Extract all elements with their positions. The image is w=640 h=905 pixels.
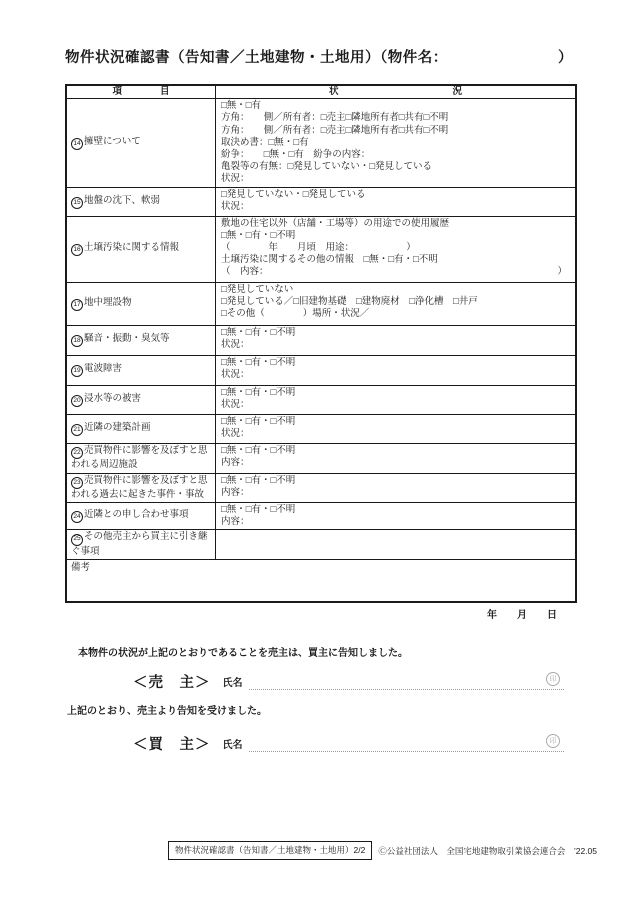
remarks-label: 備考 (71, 562, 91, 573)
item-label-cell (67, 99, 215, 186)
status-cell (215, 356, 575, 385)
item-label: 17 地中埋設物 (71, 297, 132, 311)
seller-statement: 本物件の状況が上記のとおりであることを売主は、買主に告知しました。 (78, 648, 408, 659)
item-label-cell (67, 386, 215, 414)
status-line: 亀裂等の有無：□発見していない・□発見している (221, 162, 432, 173)
item-label-cell (67, 530, 215, 558)
property-status-table (65, 84, 577, 603)
status-line: 方角： 側／所有者：□売主□隣地所有者□共有□不明 (221, 125, 449, 136)
status-cell (215, 386, 575, 414)
item-label-cell (67, 188, 215, 216)
status-lines (221, 218, 571, 267)
item-label: 22 売買物件に影響を及ぼすと思われる周辺施設 (71, 445, 208, 471)
row-surrounding-facilities (67, 444, 575, 474)
status-cell (215, 415, 575, 443)
item-label-cell (67, 415, 215, 443)
row-retaining-wall (67, 99, 575, 187)
status-cell (215, 474, 575, 502)
row-flood-damage (67, 386, 575, 415)
status-cell (215, 217, 575, 282)
status-line: □無・□有・□不明 (221, 505, 296, 516)
status-line: 内容： (221, 517, 250, 528)
status-line: 内容： (221, 457, 250, 468)
item-label: 14 擁壁について (71, 136, 141, 150)
circled-number-icon: 22 (71, 447, 83, 459)
status-cell (215, 444, 575, 473)
status-cell (215, 99, 575, 186)
page-title-close-paren: ） (558, 50, 573, 66)
buyer-name-label: 氏名 (222, 740, 243, 751)
status-line: （ 年 月頃 用途： ） (221, 243, 416, 254)
status-line: □無・□有・□不明 (221, 445, 296, 456)
circled-number-icon: 19 (71, 365, 83, 377)
circled-number-icon: 20 (71, 395, 83, 407)
circled-number-icon: 21 (71, 424, 83, 436)
circled-number-icon: 24 (71, 511, 83, 523)
status-line: 状況： (221, 399, 250, 410)
status-line: 紛争： □無・□有 紛争の内容： (221, 150, 371, 161)
item-label-cell (67, 283, 215, 325)
status-line: （ 内容： ） (221, 267, 567, 278)
item-label: 24 近隣との申し合わせ事項 (71, 509, 189, 523)
circled-number-icon: 23 (71, 477, 83, 489)
seller-signature-row (65, 664, 577, 690)
column-header-item: 項 目 (112, 87, 170, 97)
page-footer (168, 841, 597, 860)
status-line: 方角： 側／所有者：□売主□隣地所有者□共有□不明 (221, 113, 449, 124)
table-header-row (67, 86, 575, 99)
row-neighbor-construction-plan (67, 415, 575, 444)
status-cell (215, 530, 575, 558)
buyer-name-field[interactable] (249, 731, 565, 752)
item-label: 15 地盤の沈下、軟弱 (71, 195, 160, 209)
page-title (65, 46, 577, 67)
status-line: 状況： (221, 369, 250, 380)
buyer-statement: 上記のとおり、売主より告知を受けました。 (67, 706, 267, 717)
circled-number-icon: 16 (71, 244, 83, 256)
circled-number-icon: 14 (71, 138, 83, 150)
status-line: □無・□有・□不明 (221, 416, 296, 427)
item-label: 20 浸水等の被害 (71, 393, 141, 407)
circled-number-icon: 25 (71, 534, 83, 546)
item-label: 21 近隣の建築計画 (71, 422, 151, 436)
footer-doc-label: 物件状況確認書（告知書／土地建物・土地用）2/2 (168, 841, 372, 860)
item-label: 18 騒音・振動・臭気等 (71, 333, 170, 347)
seller-seal-icon: 印 (546, 672, 560, 686)
status-cell (215, 503, 575, 529)
buyer-party-label: ＜買 主＞ (133, 736, 211, 753)
date-line: 年 月 日 (487, 610, 557, 621)
status-line: □発見していない・□発見している (221, 189, 366, 200)
status-line: 土壌汚染に関するその他の情報 □無・□有・□不明 (221, 255, 438, 266)
status-line: 取決め書：□無・□有 (221, 137, 309, 148)
status-line: 状況： (221, 174, 250, 185)
item-label-cell (67, 444, 215, 473)
row-other-handover-items (67, 530, 575, 559)
status-line: □無・□有・□不明 (221, 327, 296, 338)
status-line: □その他（ ）場所・状況／ (221, 309, 370, 320)
item-label: 19 電波障害 (71, 363, 122, 377)
status-cell (215, 283, 575, 325)
status-line: □無・□有・□不明 (221, 387, 296, 398)
item-label-cell (67, 474, 215, 502)
status-cell (215, 326, 575, 355)
status-cell (215, 188, 575, 216)
item-label: 23 売買物件に影響を及ぼすと思われる過去に起きた事件・事故 (71, 475, 208, 500)
status-line: 敷地の住宅以外（店舗・工場等）の用途での使用履歴 (221, 218, 450, 229)
item-label-cell (67, 503, 215, 529)
circled-number-icon: 15 (71, 197, 83, 209)
status-line: □無・□有 (221, 101, 261, 112)
seller-party-label: ＜売 主＞ (133, 674, 211, 691)
item-label: 16 土壌汚染に関する情報 (71, 242, 179, 256)
status-line: □発見していない (221, 284, 294, 295)
seller-name-field[interactable] (249, 669, 565, 690)
circled-number-icon: 18 (71, 335, 83, 347)
status-line: 状況： (221, 339, 250, 350)
row-noise-vibration-odor (67, 326, 575, 356)
status-line: 内容： (221, 487, 250, 498)
buyer-seal-icon: 印 (546, 734, 560, 748)
item-label-cell (67, 217, 215, 282)
row-radio-interference (67, 356, 575, 386)
buyer-signature-row (65, 726, 577, 752)
column-header-status: 状 況 (215, 86, 575, 98)
status-line: □無・□有・□不明 (221, 357, 296, 368)
status-line: 状況： (221, 201, 250, 212)
row-neighbor-agreements (67, 503, 575, 530)
status-line: 状況： (221, 428, 250, 439)
page-title-text: 物件状況確認書（告知書／土地建物・土地用）（物件名： (65, 50, 448, 66)
item-label: 25 その他売主から買主に引き継ぐ事項 (71, 532, 208, 557)
footer-copyright: Ⓒ公益社団法人 全国宅地建物取引業協会連合会 ’22.05 (378, 845, 597, 856)
item-label-cell (67, 356, 215, 385)
status-line: □発見している／□旧建物基礎 □建物廃材 □浄化槽 □井戸 (221, 296, 478, 307)
status-line: □無・□有・□不明 (221, 475, 296, 486)
status-line: □無・□有・□不明 (221, 230, 296, 241)
item-label-cell (67, 326, 215, 355)
row-buried-objects (67, 283, 575, 326)
row-past-incidents (67, 474, 575, 503)
circled-number-icon: 17 (71, 299, 83, 311)
row-soil-contamination (67, 217, 575, 283)
row-ground-subsidence (67, 188, 575, 217)
seller-name-label: 氏名 (222, 678, 243, 689)
row-remarks (67, 560, 575, 601)
